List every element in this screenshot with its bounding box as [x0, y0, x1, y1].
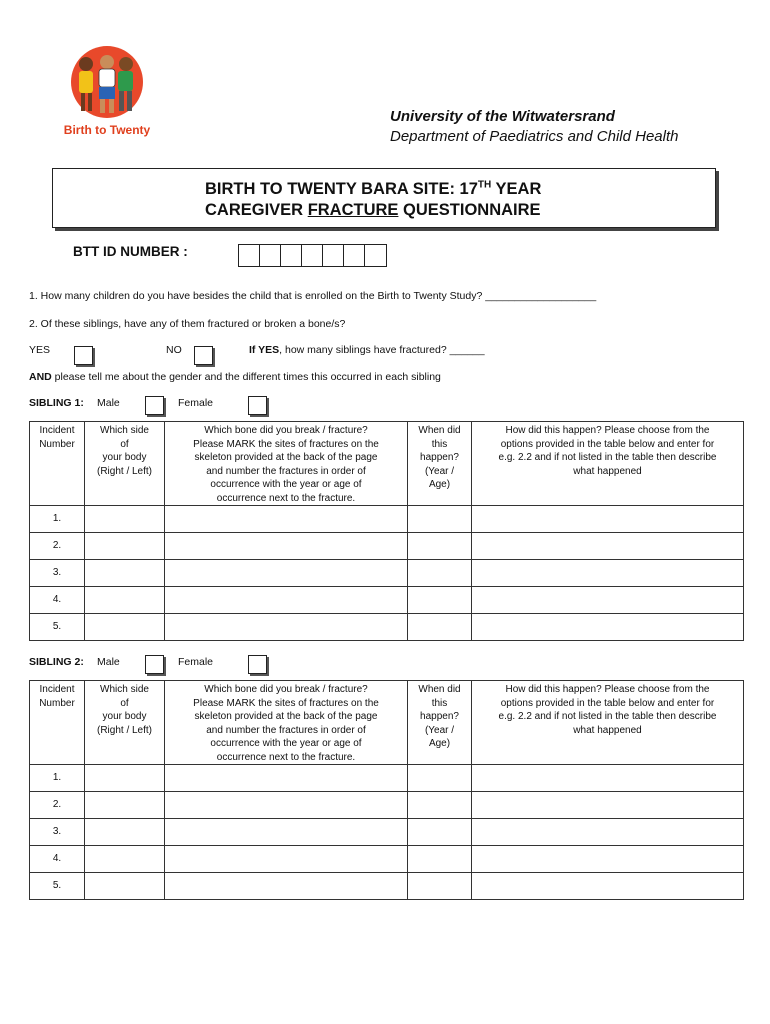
table-row — [30, 533, 744, 560]
how-cell[interactable] — [472, 792, 744, 819]
how-cell[interactable] — [472, 587, 744, 614]
how-cell[interactable] — [472, 765, 744, 792]
when-cell[interactable] — [408, 819, 472, 846]
if-yes-bold: If YES — [249, 344, 280, 356]
incident-number: 5. — [30, 873, 85, 900]
bone-cell[interactable] — [165, 533, 408, 560]
no-checkbox[interactable] — [194, 346, 213, 365]
table-row — [30, 819, 744, 846]
title-underlined-word: FRACTURE — [307, 201, 399, 219]
if-yes-rest: , how many siblings have fractured? ______ — [279, 344, 485, 356]
yes-checkbox[interactable] — [74, 346, 93, 365]
incident-number: 5. — [30, 614, 85, 641]
how-cell[interactable] — [472, 819, 744, 846]
sibling-1-label — [29, 397, 84, 409]
btt-id-digit-box[interactable] — [302, 245, 323, 266]
header-incident-number: Incident Number — [30, 422, 85, 506]
when-cell[interactable] — [408, 614, 472, 641]
btt-id-digit-box[interactable] — [323, 245, 344, 266]
body-side-cell[interactable] — [85, 587, 165, 614]
title-line1: BIRTH TO TWENTY BARA SITE: 17 — [205, 180, 478, 198]
incident-number: 4. — [30, 587, 85, 614]
sibling-1-title: SIBLING 1: — [29, 397, 84, 409]
how-cell[interactable] — [472, 533, 744, 560]
header-when: When did this happen? (Year / Age) — [408, 681, 472, 765]
sibling-2-fracture-table — [29, 680, 744, 900]
body-side-cell[interactable] — [85, 506, 165, 533]
body-side-cell[interactable] — [85, 560, 165, 587]
incident-number: 2. — [30, 792, 85, 819]
bone-cell[interactable] — [165, 506, 408, 533]
yes-label: YES — [29, 344, 51, 356]
body-side-cell[interactable] — [85, 873, 165, 900]
incident-number: 2. — [30, 533, 85, 560]
and-bold: AND — [29, 371, 52, 383]
question-2: 2. Of these siblings, have any of them fractured or broken a bone/s? — [29, 318, 346, 330]
when-cell[interactable] — [408, 506, 472, 533]
how-cell[interactable] — [472, 506, 744, 533]
body-side-cell[interactable] — [85, 533, 165, 560]
when-cell[interactable] — [408, 846, 472, 873]
header-when: When did this happen? (Year / Age) — [408, 422, 472, 506]
btt-id-label: BTT ID NUMBER : — [73, 244, 188, 259]
header-body-side: Which side of your body (Right / Left) — [85, 422, 165, 506]
page-title — [205, 179, 541, 221]
sibling-1-female-checkbox[interactable] — [248, 396, 267, 415]
university-header — [390, 107, 679, 147]
sibling-2-female-label: Female — [178, 656, 214, 668]
header-how: How did this happen? Please choose from the options provided in the table below and enter for e.g. 2.2 and if not listed in the table then describe what happened — [472, 422, 744, 506]
header-incident-number: Incident Number — [30, 681, 85, 765]
table-row — [30, 765, 744, 792]
sibling-2-male-label: Male — [97, 656, 120, 668]
table-row — [30, 506, 744, 533]
how-cell[interactable] — [472, 846, 744, 873]
incident-number: 1. — [30, 506, 85, 533]
how-cell[interactable] — [472, 614, 744, 641]
incident-number: 3. — [30, 819, 85, 846]
sibling-1-male-checkbox[interactable] — [145, 396, 164, 415]
sibling-1-male-label: Male — [97, 397, 120, 409]
incident-number: 3. — [30, 560, 85, 587]
birth-to-twenty-logo — [52, 42, 162, 142]
sibling-2-female-checkbox[interactable] — [248, 655, 267, 674]
how-cell[interactable] — [472, 873, 744, 900]
btt-id-digit-box[interactable] — [281, 245, 302, 266]
sibling-2-label — [29, 656, 84, 668]
sibling-1-fracture-table — [29, 421, 744, 641]
when-cell[interactable] — [408, 792, 472, 819]
when-cell[interactable] — [408, 873, 472, 900]
bone-cell[interactable] — [165, 819, 408, 846]
body-side-cell[interactable] — [85, 614, 165, 641]
body-side-cell[interactable] — [85, 792, 165, 819]
bone-cell[interactable] — [165, 792, 408, 819]
if-yes-question — [249, 344, 485, 356]
sibling-1-female-label: Female — [178, 397, 214, 409]
btt-id-digit-box[interactable] — [344, 245, 365, 266]
header-how: How did this happen? Please choose from the options provided in the table below and enter for e.g. 2.2 and if not listed in the table then describe what happened — [472, 681, 744, 765]
and-instruction — [29, 371, 441, 383]
title-line2: CAREGIVER — [205, 201, 308, 219]
bone-cell[interactable] — [165, 846, 408, 873]
sibling-2-male-checkbox[interactable] — [145, 655, 164, 674]
table-row — [30, 873, 744, 900]
body-side-cell[interactable] — [85, 846, 165, 873]
bone-cell[interactable] — [165, 560, 408, 587]
department-name: Department of Paediatrics and Child Health — [390, 128, 679, 145]
when-cell[interactable] — [408, 533, 472, 560]
body-side-cell[interactable] — [85, 765, 165, 792]
title-line2-end: QUESTIONNAIRE — [398, 201, 541, 219]
and-rest: please tell me about the gender and the different times this occurred in each sibling — [51, 371, 441, 383]
university-name: University of the Witwatersrand — [390, 108, 615, 125]
header-which-bone: Which bone did you break / fracture? Please MARK the sites of fractures on the skeleton provided at the back of the page and number the fractures in order of occurrence with the year or age of occurrence next to the fracture. — [165, 681, 408, 765]
when-cell[interactable] — [408, 560, 472, 587]
btt-id-boxes[interactable] — [238, 244, 387, 267]
bone-cell[interactable] — [165, 765, 408, 792]
how-cell[interactable] — [472, 560, 744, 587]
incident-number: 4. — [30, 846, 85, 873]
svg-text:Birth to Twenty: Birth to Twenty — [63, 123, 151, 137]
table-row — [30, 614, 744, 641]
body-side-cell[interactable] — [85, 819, 165, 846]
table-row — [30, 792, 744, 819]
btt-id-digit-box[interactable] — [239, 245, 260, 266]
table-row — [30, 560, 744, 587]
btt-id-digit-box[interactable] — [365, 245, 386, 266]
when-cell[interactable] — [408, 765, 472, 792]
when-cell[interactable] — [408, 587, 472, 614]
header-body-side: Which side of your body (Right / Left) — [85, 681, 165, 765]
header-which-bone: Which bone did you break / fracture? Please MARK the sites of fractures on the skeleton provided at the back of the page and number the fractures in order of occurrence with the year or age of occurrence next to the fracture. — [165, 422, 408, 506]
bone-cell[interactable] — [165, 873, 408, 900]
title-line1-end: YEAR — [491, 180, 542, 198]
no-label: NO — [166, 344, 182, 356]
question-1: 1. How many children do you have besides the child that is enrolled on the Birth to Twenty Study? ___________________ — [29, 290, 597, 302]
title-superscript: TH — [477, 179, 492, 191]
title-box — [52, 168, 716, 228]
table-row — [30, 587, 744, 614]
bone-cell[interactable] — [165, 614, 408, 641]
table-row — [30, 846, 744, 873]
btt-id-digit-box[interactable] — [260, 245, 281, 266]
sibling-2-title: SIBLING 2: — [29, 656, 84, 668]
incident-number: 1. — [30, 765, 85, 792]
bone-cell[interactable] — [165, 587, 408, 614]
